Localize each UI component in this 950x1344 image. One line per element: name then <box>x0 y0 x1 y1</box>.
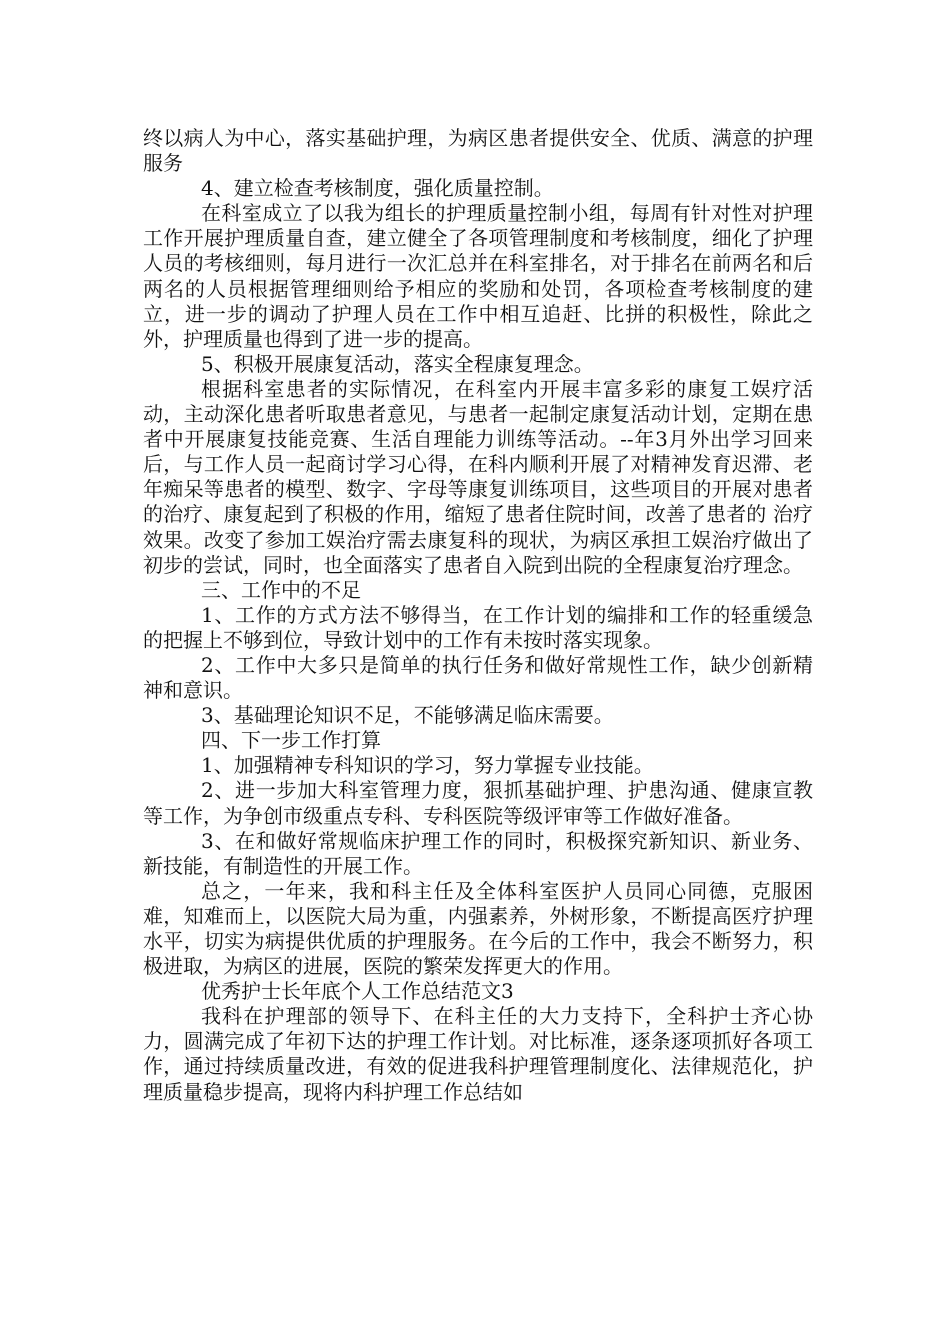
paragraph-rehabilitation: 根据科室患者的实际情况，在科室内开展丰富多彩的康复工娱疗活动，主动深化患者听取患者意见，与患者一起制定康复活动计划，定期在患者中开展康复技能竞赛、生活自理能力训练等活动。--年3月外出学习回来后，与工作人员一起商讨学习心得，在科内顺利开展了对精神发育迟滞、老年痴呆等患者的模型、数字、字母等康复训练项目，这些项目的开展对患者的治疗、康复起到了积极的作用，缩短了患者住院时间，改善了患者的 治疗效果。改变了参加工娱治疗需去康复科的现状，为病区承担工娱治疗做出了初步的尝试，同时，也全面落实了患者自入院到出院的全程康复治疗理念。 <box>143 376 813 577</box>
paragraph-quality-control: 在科室成立了以我为组长的护理质量控制小组，每周有针对性对护理工作开展护理质量自查，建立健全了各项管理制度和考核制度，细化了护理人员的考核细则，每月进行一次汇总并在科室排名，对于排名在前两名和后两名的人员根据管理细则给予相应的奖励和处罚，各项检查考核制度的建立，进一步的调动了护理人员在工作中相互追赶、比拼的积极性，除此之外，护理质量也得到了进一步的提高。 <box>143 201 813 351</box>
section-heading-next-plan: 四、下一步工作打算 <box>201 728 381 753</box>
heading-4-inspection-system: 4、建立检查考核制度，强化质量控制。 <box>201 176 554 201</box>
shortcoming-item-3: 3、基础理论知识不足，不能够满足临床需要。 <box>201 703 614 728</box>
shortcoming-item-2: 2、工作中大多只是简单的执行任务和做好常规性工作，缺少创新精神和意识。 <box>143 652 813 703</box>
paragraph-conclusion: 总之，一年来，我和科主任及全体科室医护人员同心同德，克服困难，知难而上，以医院大局为重，内强素养，外树形象，不断提高医疗护理水平，切实为病提供优质的护理服务。在今后的工作中，我会不断努力，积极进取，为病区的进展，医院的繁荣发挥更大的作用。 <box>143 878 813 979</box>
section-heading-shortcomings: 三、工作中的不足 <box>201 577 361 602</box>
paragraph-continuation: 终以病人为中心，落实基础护理，为病区患者提供安全、优质、满意的护理服务 <box>143 126 813 176</box>
paragraph-article-3-intro: 我科在护理部的领导下、在科主任的大力支持下，全科护士齐心协力，圆满完成了年初下达的护理工作计划。对比标准，逐条逐项抓好各项工作，通过持续质量改进，有效的促进我科护理管理制度化、法律规范化，护理质量稳步提高，现将内科护理工作总结如 <box>143 1004 813 1104</box>
article-title-3: 优秀护士长年底个人工作总结范文3 <box>201 979 514 1004</box>
heading-5-rehabilitation: 5、积极开展康复活动，落实全程康复理念。 <box>201 351 594 376</box>
shortcoming-item-1: 1、工作的方式方法不够得当，在工作计划的编排和工作的轻重缓急的把握上不够到位，导致计划中的工作有未按时落实现象。 <box>143 602 813 652</box>
plan-item-3: 3、在和做好常规临床护理工作的同时，积极探究新知识、新业务、新技能，有制造性的开展工作。 <box>143 828 813 878</box>
plan-item-1: 1、加强精神专科知识的学习，努力掌握专业技能。 <box>201 753 654 778</box>
plan-item-2: 2、进一步加大科室管理力度，狠抓基础护理、护患沟通、健康宣教等工作，为争创市级重点专科、专科医院等级评审等工作做好准备。 <box>143 778 813 828</box>
document-body <box>143 126 813 1105</box>
